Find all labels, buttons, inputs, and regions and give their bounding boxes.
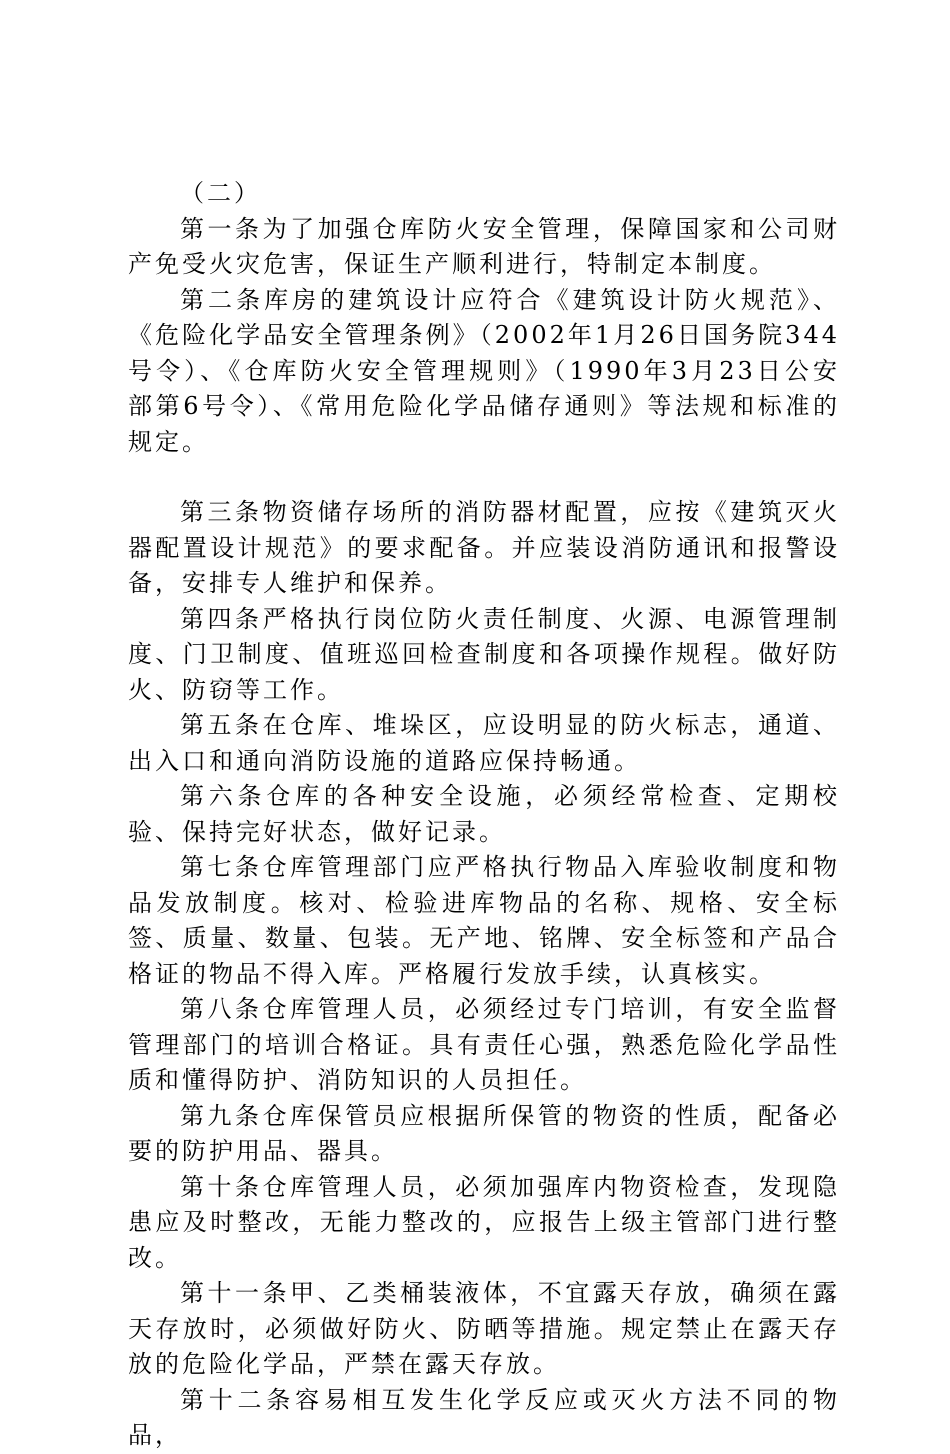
article-3: 第三条物资储存场所的消防器材配置，应按《建筑灭火器配置设计规范》的要求配备。并应装设消防通讯和报警设备，安排专人维护和保养。 xyxy=(128,498,840,597)
article-10: 第十条仓库管理人员，必须加强库内物资检查，发现隐患应及时整改，无能力整改的，应报告上级主管部门进行整改。 xyxy=(128,1172,840,1272)
document-body xyxy=(128,176,840,1454)
article-12: 第十二条容易相互发生化学反应或灭火方法不同的物品， xyxy=(128,1385,840,1449)
article-1: 第一条为了加强仓库防火安全管理，保障国家和公司财产免受火灾危害，保证生产顺利进行，特制定本制度。 xyxy=(128,214,840,278)
article-6: 第六条仓库的各种安全设施，必须经常检查、定期校验、保持完好状态，做好记录。 xyxy=(128,782,840,846)
article-9: 第九条仓库保管员应根据所保管的物资的性质，配备必要的防护用品、器具。 xyxy=(128,1101,840,1165)
article-11: 第十一条甲、乙类桶装液体，不宜露天存放，确须在露天存放时，必须做好防火、防晒等措施。规定禁止在露天存放的危险化学品，严禁在露天存放。 xyxy=(128,1279,840,1378)
section-heading: （二） xyxy=(180,179,261,207)
article-7: 第七条仓库管理部门应严格执行物品入库验收制度和物品发放制度。核对、检验进库物品的名称、规格、安全标签、质量、数量、包装。无产地、铭牌、安全标签和产品合格证的物品不得入库。严格履行发放手续，认真核实。 xyxy=(128,853,840,988)
article-5: 第五条在仓库、堆垛区，应设明显的防火标志，通道、出入口和通向消防设施的道路应保持畅通。 xyxy=(128,711,840,775)
article-2: 第二条库房的建筑设计应符合《建筑设计防火规范》、《危险化学品安全管理条例》（2002年1月26日国务院344号令）、《仓库防火安全管理规则》（1990年3月23日公安部第6号令）、《常用危险化学品储存通则》等法规和标准的规定。 xyxy=(128,285,840,456)
article-8: 第八条仓库管理人员，必须经过专门培训，有安全监督管理部门的培训合格证。具有责任心强，熟悉危险化学品性质和懂得防护、消防知识的人员担任。 xyxy=(128,995,840,1094)
article-4: 第四条严格执行岗位防火责任制度、火源、电源管理制度、门卫制度、值班巡回检查制度和各项操作规程。做好防火、防窃等工作。 xyxy=(128,604,840,704)
